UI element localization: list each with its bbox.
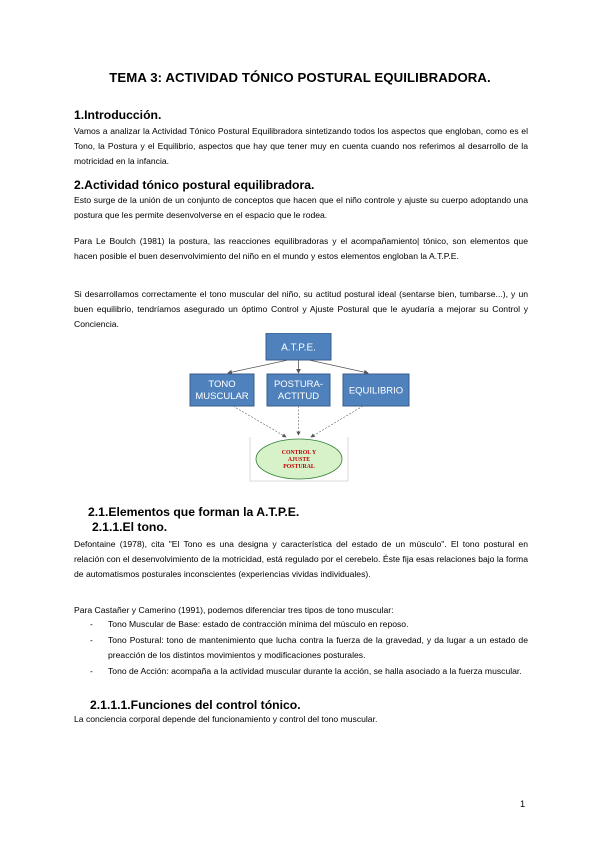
diagram-label-equilibrio: EQUILIBRIO	[348, 385, 404, 397]
diagram-label-postura: POSTURA-	[273, 379, 324, 390]
heading-funciones: 2.1.1.1.Funciones del control tónico.	[90, 698, 301, 712]
tono-types-list	[90, 617, 528, 679]
diagram-label-actitud: ACTITUD	[277, 391, 320, 402]
list-item: - Tono Postural: tono de mantenimiento que lucha contra la fuerza de la gravedad, y da lugar a un estado de preacción de los distintos movimientos y modificaciones posturales.	[90, 633, 528, 664]
atpe-paragraph-2: Para Le Boulch (1981) la postura, las reacciones equilibradoras y el acompañamiento| tónico, son elementos que hacen posible el buen desenvolvimiento del niño en el mundo y estos elementos engloban la A.T.P.E.	[74, 236, 528, 261]
diagram-result-line3: POSTURAL	[283, 464, 315, 470]
tono-paragraph-2: Para Castañer y Camerino (1991), podemos diferenciar tres tipos de tono muscular:	[74, 605, 394, 615]
diagram-label-muscular: MUSCULAR	[195, 391, 249, 402]
intro-paragraph: Vamos a analizar la Actividad Tónico Postural Equilibradora sintetizando todos los aspectos que engloban, como es el Tono, la Postura y el Equilibrio, aspectos que hay que tener muy en cuenta cuando nos referimos al desarrollo de la motricidad en la infancia.	[74, 126, 528, 166]
diagram-arrow	[233, 406, 286, 437]
atpe-paragraph-1: Esto surge de la unión de un conjunto de conceptos que hacen que el niño controle y ajuste su cuerpo adoptando una postura que les permite desenvolverse en el espacio que le rodea.	[74, 195, 528, 220]
tono-paragraph-1: Defontaine (1978), cita "El Tono es una designa y característica del estado de un músculo". El tono postural en relación con el desenvolvimiento de la motricidad, está regulado por el cerebelo. Éste fija esas relaciones bajo la forma de automatismos posturales inconscientes (experiencias vividas individuales).	[74, 539, 528, 579]
list-item: - Tono de Acción: acompaña a la actividad muscular durante la acción, se halla asociado a la fuerza muscular.	[90, 664, 528, 680]
page-number: 1	[520, 799, 526, 809]
heading-el-tono: 2.1.1.El tono.	[92, 520, 168, 534]
diagram-result-line2: AJUSTE	[287, 457, 311, 463]
diagram-arrow	[311, 406, 363, 437]
heading-elementos: 2.1.Elementos que forman la A.T.P.E.	[88, 505, 300, 519]
funciones-paragraph: La conciencia corporal depende del funcionamiento y control del tono muscular.	[74, 714, 378, 724]
atpe-paragraph-3: Si desarrollamos correctamente el tono muscular del niño, su actitud postural ideal (sentarse bien, tumbarse...), y un buen equilibrio, tendríamos asegurado un óptimo Control y Ajuste Postural que le ayudaría a mejorar su Control y Conciencia.	[74, 289, 528, 329]
page-title: TEMA 3: ACTIVIDAD TÓNICO POSTURAL EQUILIBRADORA.	[109, 70, 491, 85]
list-item: - Tono Muscular de Base: estado de contracción mínima del músculo en reposo.	[90, 617, 528, 633]
diagram-label-tono: TONO	[208, 379, 236, 390]
diagram-label-atpe: A.T.P.E.	[281, 342, 316, 354]
heading-actividad-tonico: 2.Actividad tónico postural equilibradora.	[74, 178, 315, 192]
diagram-arrow	[228, 360, 288, 373]
heading-introduccion: 1.Introducción.	[74, 108, 162, 122]
diagram-arrow	[309, 360, 368, 373]
atpe-diagram	[188, 333, 413, 483]
diagram-result-line1: CONTROL Y	[281, 450, 317, 456]
